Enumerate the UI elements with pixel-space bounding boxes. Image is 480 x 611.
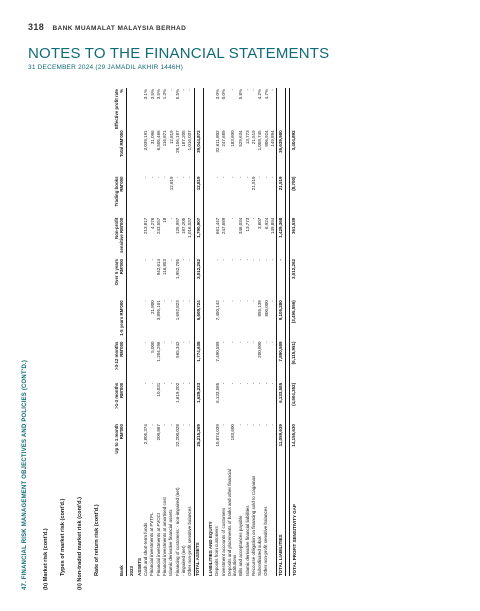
table-cell: 18 <box>162 217 168 223</box>
table-cell: 116,853 <box>162 259 168 275</box>
table-cell: 1,016,037 <box>187 217 193 238</box>
table-cell: 12,819 <box>194 175 203 216</box>
table-cell: 209,867 <box>155 424 161 441</box>
row-label: Cash and short-term funds <box>143 522 149 576</box>
column-header: Trading books RM'000 <box>114 175 127 216</box>
table-cell: - <box>229 176 235 178</box>
row-label: TOTAL LIABILITIES <box>276 464 285 576</box>
row-label: TOTAL PROFIT SENSITIVITY GAP <box>290 464 298 576</box>
section-ii-heading: (ii) Non-traded market risk (cont'd.) <box>77 496 83 590</box>
table-cell: 5,609,724 <box>194 299 203 340</box>
table-cell: - <box>162 300 168 302</box>
year-row-label: 2023 <box>129 565 135 576</box>
table-cell: 1.3% <box>162 89 168 100</box>
table-cell: 11,059,639 <box>276 423 285 464</box>
table-cell: 3,404,892 <box>290 129 298 175</box>
table-cell: - <box>181 424 187 426</box>
row-label: - impaired (net) <box>180 545 186 576</box>
table-cell: - <box>229 300 235 302</box>
table-cell: 187,205 <box>181 217 187 235</box>
table-cell: - <box>181 341 187 344</box>
table-cell: - <box>269 176 275 178</box>
table-cell: 3.5% <box>155 89 161 100</box>
table-cell: 3,607 <box>257 217 263 229</box>
table-cell: - <box>251 382 257 385</box>
table-cell: 3,012,262 <box>290 258 298 299</box>
table-cell: 806,924 <box>263 130 269 147</box>
table-cell: 1,058,745 <box>257 130 263 151</box>
row-label: Financing of customers: - non-impaired (net) <box>174 487 180 576</box>
table-cell: 14,155,630 <box>290 423 298 464</box>
table-cell: - <box>244 176 250 178</box>
table-cell: 125,997 <box>174 217 180 235</box>
table-cell: 800,000 <box>263 300 269 317</box>
table-cell: 3,895,101 <box>155 300 161 321</box>
table-cell: - <box>174 176 180 178</box>
table-cell: - <box>263 176 269 178</box>
table-cell: - <box>238 382 244 385</box>
table-cell: - <box>244 341 250 344</box>
table-cell: 25,215,269 <box>194 423 203 464</box>
table-cell: - <box>251 341 257 344</box>
table-cell: - <box>229 259 235 261</box>
table-cell: 1,692,823 <box>174 300 180 321</box>
table-cell: 0.0% <box>220 89 226 100</box>
table-cell: - <box>257 259 263 261</box>
table-cell: (8,700) <box>290 175 298 216</box>
table-cell: - <box>263 341 269 344</box>
liabilities-heading-row-label: LIABILITIES AND EQUITY <box>208 521 213 576</box>
table-cell: - <box>168 89 174 91</box>
row-label: Financial investments at FVTPL <box>149 512 155 576</box>
table-body <box>127 88 298 576</box>
row-label: Other non-profit sensitive balances <box>187 506 193 576</box>
table-cell: 32,611,802 <box>214 130 220 153</box>
table-cell: 21,800 <box>149 300 155 315</box>
table-cell: 28,156,187 <box>174 130 180 153</box>
table-cell: - <box>162 424 168 426</box>
table-cell: - <box>220 300 226 302</box>
column-header: >1-3 months RM'000 <box>114 382 127 423</box>
table-cell: 1,429,368 <box>276 217 285 258</box>
table-cell: - <box>187 341 193 344</box>
table-cell: 21,519 <box>276 175 285 216</box>
types-heading: Types of market risk (cont'd.) <box>60 498 66 576</box>
row-label: Bills and acceptances payable <box>238 515 244 576</box>
table-cell: 6,924 <box>263 217 269 229</box>
table-cell: - <box>181 176 187 178</box>
table-cell: 6,505,466 <box>155 130 161 151</box>
table-cell: - <box>143 341 149 344</box>
table-cell: - <box>187 89 193 91</box>
table-cell: - <box>269 259 275 261</box>
table-cell: - <box>257 424 263 426</box>
table-cell: 1,790,907 <box>194 217 203 258</box>
table-cell: - <box>220 259 226 261</box>
table-cell <box>290 88 298 129</box>
bank-name: BANK MUAMALAT MALAYSIA BERHAD <box>52 25 187 32</box>
table-cell: - <box>229 89 235 91</box>
table-cell: 1,774,638 <box>194 341 203 382</box>
table-cell: 3.5% <box>149 89 155 100</box>
table-cell: 565,342 <box>174 341 180 358</box>
table-cell: - <box>168 300 174 302</box>
table-cell: - <box>181 89 187 91</box>
table-cell: 4,276 <box>149 217 155 229</box>
table-cell: - <box>269 424 275 426</box>
table-cell: 12,819 <box>168 176 174 191</box>
table-cell: 6,133,585 <box>214 382 220 403</box>
total-assets-row <box>194 88 203 576</box>
table-cell: 9,105,280 <box>276 299 285 340</box>
table-cell: 1,619,202 <box>174 382 180 403</box>
table-cell: - <box>238 341 244 344</box>
table-cell: 361,539 <box>290 217 298 258</box>
table-cell: 200,000 <box>257 341 263 358</box>
column-header: Effective profit rate % <box>114 88 127 129</box>
page-subtitle: 31 DECEMBER 2024 (29 JAMADIL AKHIR 1446H) <box>28 64 183 71</box>
table-cell: - <box>263 382 269 385</box>
table-cell: - <box>238 259 244 261</box>
table-cell: - <box>149 259 155 261</box>
table-cell: - <box>168 259 174 261</box>
row-label: Other non-profit sensitive balances <box>263 506 269 576</box>
liabilities-heading-row <box>207 88 215 576</box>
table-cell: 7,450,142 <box>214 300 220 321</box>
table-cell: 1,629,233 <box>194 382 203 423</box>
table-cell: 13,773 <box>244 217 250 232</box>
table-cell: 22,200,028 <box>174 424 180 447</box>
table-cell: 1,016,037 <box>187 130 193 151</box>
table-cell: 247,689 <box>220 130 226 147</box>
table-cell: 529,634 <box>238 130 244 147</box>
table-cell: - <box>238 300 244 302</box>
table-cell: - <box>143 382 149 385</box>
table-cell: - <box>244 382 250 385</box>
table-cell: 4.7% <box>263 89 269 100</box>
table-cell: - <box>244 89 250 91</box>
table-cell: - <box>181 300 187 302</box>
table-cell: 5.5% <box>174 89 180 100</box>
table-header-row <box>114 88 127 576</box>
table-cell: - <box>149 176 155 178</box>
table-cell <box>276 88 285 129</box>
table-cell: 12,819 <box>168 130 174 145</box>
table-cell: 116,871 <box>162 130 168 147</box>
table-cell: - <box>181 382 187 385</box>
column-header-label: Bank <box>114 464 127 576</box>
table-cell: 247,689 <box>220 217 226 235</box>
table-cell: 4.2% <box>257 89 263 100</box>
table-cell: - <box>251 259 257 261</box>
page-header <box>28 22 186 32</box>
table-cell: 346,034 <box>238 217 244 235</box>
rate-of-return-table <box>114 88 298 576</box>
assets-heading-row-label: ASSETS <box>136 557 142 576</box>
year-row <box>127 88 136 576</box>
table-cell: - <box>220 424 226 426</box>
table-cell: - <box>251 217 257 220</box>
table-cell: - <box>220 341 226 344</box>
profit-sensitivity-gap-row <box>290 88 298 576</box>
table-cell: - <box>257 382 263 385</box>
table-cell: - <box>229 217 235 220</box>
row-label: Financial investments at FVOCI <box>155 512 161 576</box>
column-header: Up to 1 month RM'000 <box>114 423 127 464</box>
row-label: Islamic derivative financial assets <box>168 509 174 576</box>
table-cell: - <box>162 176 168 178</box>
table-cell: 3.0% <box>214 89 220 100</box>
table-cell: 187,205 <box>181 130 187 147</box>
column-header: >3-12 months RM'000 <box>114 341 127 382</box>
row-label: Deposits and placements of banks and other financial institutions <box>226 469 237 576</box>
table-cell: - <box>155 176 161 178</box>
table-row <box>227 88 238 576</box>
table-cell: - <box>269 382 275 385</box>
table-cell: - <box>143 176 149 178</box>
table-cell: 661,447 <box>214 217 220 235</box>
table-cell: - <box>251 424 257 426</box>
table-cell: - <box>168 217 174 220</box>
section-b-heading: (b) Market risk (cont'd.) <box>43 528 49 590</box>
table-cell: - <box>229 382 235 385</box>
table-cell: - <box>149 382 155 385</box>
total-liabilities-row <box>276 88 285 576</box>
table-cell: - <box>214 176 220 178</box>
table-cell: - <box>251 300 257 302</box>
table-cell: - <box>244 259 250 261</box>
table-cell: 21,519 <box>251 176 257 191</box>
column-header: Non-profit sensitive RM'000 <box>114 217 127 258</box>
table-cell: 7,890,589 <box>276 341 285 382</box>
column-header: Over 5 years RM'000 <box>114 258 127 299</box>
table-cell: 6,133,585 <box>276 382 285 423</box>
table-cell: 149,894 <box>269 217 275 235</box>
table-cell: 3,012,262 <box>194 258 203 299</box>
table-cell: - <box>229 341 235 344</box>
table-cell: - <box>149 424 155 426</box>
table-cell: - <box>162 341 168 344</box>
table-cell: - <box>263 424 269 426</box>
row-label: TOTAL ASSETS <box>194 464 203 576</box>
table-cell: - <box>168 382 174 385</box>
rotated-table-area <box>22 80 472 590</box>
table-cell: - <box>220 176 226 178</box>
table-cell: 13,773 <box>244 130 250 145</box>
table-cell: - <box>257 176 263 178</box>
row-label: Subordinated sukuk <box>257 536 263 576</box>
table-cell: - <box>238 424 244 426</box>
table-cell: 10,874,039 <box>214 424 220 447</box>
column-header: 1-5 years RM'000 <box>114 299 127 340</box>
table-cell: 39,044,872 <box>194 129 203 175</box>
table-cell: - <box>143 259 149 261</box>
table-cell: - <box>251 89 257 91</box>
table-cell: - <box>276 258 285 299</box>
table-cell: - <box>269 300 275 302</box>
table-cell: 1,204,296 <box>155 341 161 362</box>
table-cell: 183,600 <box>229 130 235 147</box>
table-cell: - <box>168 341 174 344</box>
table-cell: - <box>269 89 275 91</box>
table-cell: 35,639,980 <box>276 129 285 175</box>
table-cell: - <box>238 176 244 178</box>
table-cell <box>194 88 203 129</box>
row-label: Deposits from customers <box>214 526 220 576</box>
column-header: Total RM'000 <box>114 129 127 175</box>
table-cell: - <box>187 259 193 261</box>
table-cell: (6,115,951) <box>290 341 298 382</box>
table-cell: 183,600 <box>229 424 235 441</box>
table-cell: - <box>187 382 193 385</box>
table-cell: 5,000 <box>149 341 155 353</box>
table-cell: 149,894 <box>269 130 275 147</box>
table-cell: - <box>187 300 193 302</box>
table-cell: - <box>187 176 193 178</box>
page-number: 318 <box>28 22 45 32</box>
rate-heading: Rate of return risk (cont'd.) <box>94 504 100 576</box>
table-cell: 21,519 <box>251 130 257 145</box>
table-cell: 1,952,795 <box>174 259 180 280</box>
table-cell: - <box>187 424 193 426</box>
row-label: Islamic derivative financial liabilities <box>244 505 250 576</box>
table-cell: 3,039,191 <box>143 130 149 151</box>
table-cell: - <box>244 424 250 426</box>
table-cell: 5.8% <box>238 89 244 100</box>
table-cell: - <box>181 259 187 261</box>
table-cell: 855,138 <box>257 300 263 317</box>
table-cell: 31,096 <box>149 130 155 145</box>
note-heading: 47. FINANCIAL RISK MANAGEMENT OBJECTIVES AND POLICIES (CONT'D.) <box>22 359 28 590</box>
table-cell: - <box>168 424 174 426</box>
table-cell: - <box>263 259 269 261</box>
table-cell: 3.1% <box>143 89 149 100</box>
table-cell: 7,490,589 <box>214 341 220 362</box>
table-cell: (4,504,352) <box>290 382 298 423</box>
page-title: NOTES TO THE FINANCIAL STATEMENTS <box>28 45 330 62</box>
table-cell: - <box>143 300 149 302</box>
table-cell: - <box>244 300 250 302</box>
table-cell: 942,614 <box>155 259 161 276</box>
table-cell: 243,557 <box>155 217 161 235</box>
table-cell: - <box>269 341 275 344</box>
row-label: Financial investments at amortised cost <box>162 497 167 576</box>
table-cell: - <box>220 382 226 385</box>
table-cell: - <box>162 382 168 385</box>
table-cell: 10,031 <box>155 382 161 397</box>
table-cell: 2,805,374 <box>143 424 149 445</box>
table-row <box>188 88 195 576</box>
assets-heading-row <box>136 88 144 576</box>
row-label: Recourse obligation on financing sold to Cagamas <box>250 475 256 576</box>
table-cell: 213,817 <box>143 217 149 235</box>
row-label: Investment accounts of customers <box>220 507 226 576</box>
table-cell: (3,495,556) <box>290 299 298 340</box>
table-cell: - <box>214 259 220 261</box>
